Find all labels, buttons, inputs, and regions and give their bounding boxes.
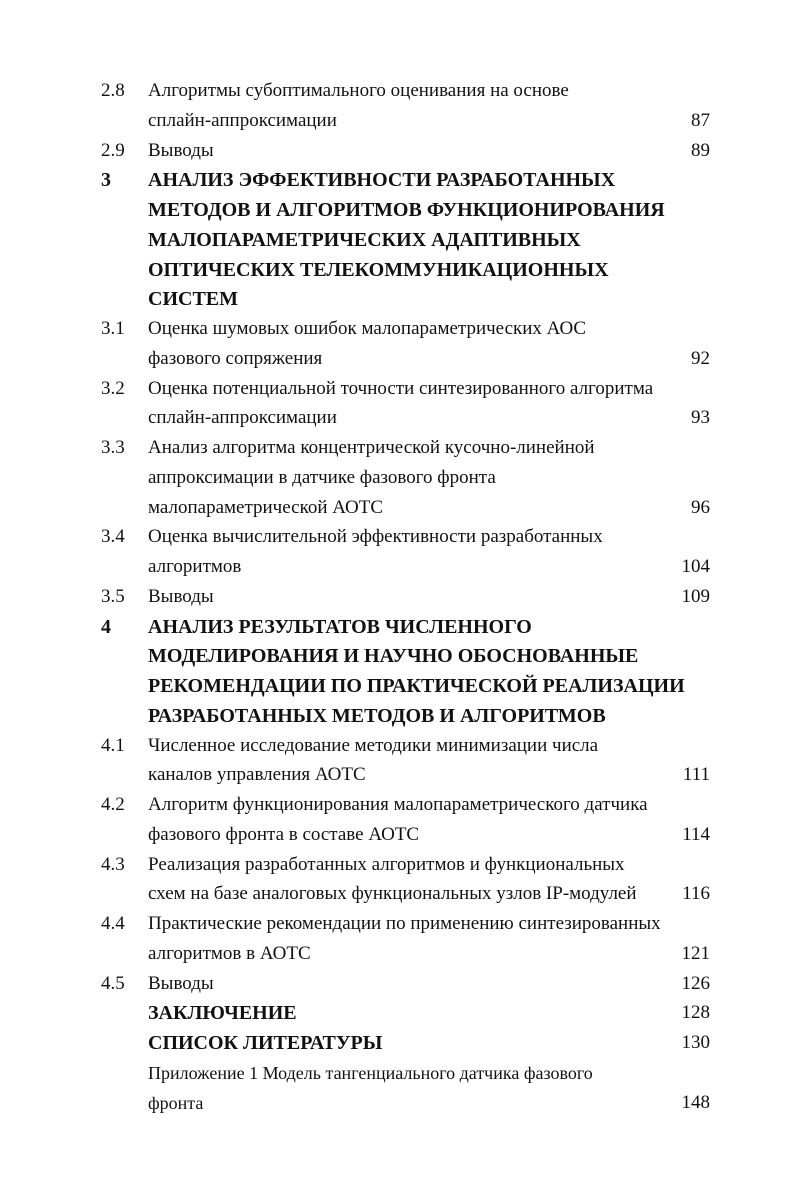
toc-entry-title-line: РЕКОМЕНДАЦИИ ПО ПРАКТИЧЕСКОЙ РЕАЛИЗАЦИИ <box>148 675 685 697</box>
toc-entry-title-line: РАЗРАБОТАННЫХ МЕТОДОВ И АЛГОРИТМОВ <box>148 704 606 727</box>
toc-entry-title-line: фазового сопряжения <box>148 347 323 369</box>
toc-entry-title-line: фазового фронта в составе АОТС <box>148 823 420 845</box>
toc-entry-title-line: малопараметрической АОТС <box>148 496 384 518</box>
toc-entry-page-number: 96 <box>691 496 710 518</box>
toc-entry-number: 2.9 <box>101 139 125 161</box>
toc-entry-title-line: Выводы <box>148 139 214 161</box>
toc-entry-title-line: Приложение 1 Модель тангенциального датчика фазового <box>148 1062 593 1083</box>
toc-entry-title-line: ЗАКЛЮЧЕНИЕ <box>148 1002 297 1025</box>
toc-entry-page-number: 121 <box>681 942 710 964</box>
toc-entry-title-line: Практические рекомендации по применению синтезированных <box>148 913 661 934</box>
toc-entry-number: 4.1 <box>101 734 125 756</box>
toc-entry-title-line: каналов управления АОТС <box>148 764 366 786</box>
toc-entry-number: 4.3 <box>101 853 125 875</box>
toc-entry-number: 2.8 <box>101 80 125 101</box>
toc-entry-title-line: Выводы <box>148 585 214 607</box>
toc-entry-page-number: 109 <box>681 585 710 607</box>
toc-entry-title-line: МЕТОДОВ И АЛГОРИТМОВ ФУНКЦИОНИРОВАНИЯ <box>148 199 665 221</box>
toc-entry-title-line: Реализация разработанных алгоритмов и функциональных <box>148 853 625 875</box>
toc-entry-title-line: Анализ алгоритма концентрической кусочно-линейной <box>148 437 595 458</box>
toc-entry-number: 3.3 <box>101 437 125 458</box>
toc-entry-page-number: 128 <box>681 1002 710 1024</box>
toc-entry-title-line: схем на базе аналоговых функциональных узлов IP-модулей <box>148 883 637 905</box>
toc-entry-title-line: сплайн-аппроксимации <box>148 407 337 429</box>
toc-entry-page-number: 87 <box>691 109 710 131</box>
toc-entry-page-number: 104 <box>681 556 710 577</box>
toc-entry-title-line: сплайн-аппроксимации <box>148 109 337 131</box>
toc-entry-page-number: 89 <box>691 139 710 161</box>
toc-entry-number: 3.5 <box>101 585 125 607</box>
toc-entry-title-line: Оценка шумовых ошибок малопараметрических АОС <box>148 318 587 339</box>
toc-entry-number: 3.2 <box>101 377 125 399</box>
toc-entry-page-number: 93 <box>691 407 710 429</box>
toc-entry-number: 4.5 <box>101 972 125 994</box>
toc-entry-page-number: 116 <box>682 883 710 905</box>
toc-entry-title-line: МОДЕЛИРОВАНИЯ И НАУЧНО ОБОСНОВАННЫЕ <box>148 645 639 668</box>
toc-entry-number: 3 <box>101 169 111 192</box>
toc-entry-title-line: алгоритмов в АОТС <box>148 942 311 964</box>
toc-entry-title-line: алгоритмов <box>148 556 242 577</box>
toc-entry-title-line: Численное исследование методики минимизации числа <box>148 734 599 756</box>
toc-entry-page-number: 111 <box>682 764 710 786</box>
toc-entry-page-number: 92 <box>691 347 710 369</box>
toc-entry-page-number: 114 <box>682 823 710 845</box>
toc-entry-number: 4.4 <box>101 913 125 934</box>
toc-entry-number: 4 <box>101 615 111 638</box>
toc-entry-title-line: СИСТЕМ <box>148 288 238 311</box>
toc-entry-page-number: 130 <box>681 1032 710 1053</box>
toc-entry-title-line: Алгоритмы субоптимального оценивания на основе <box>148 80 569 101</box>
toc-entry-title-line: АНАЛИЗ ЭФФЕКТИВНОСТИ РАЗРАБОТАННЫХ <box>148 169 616 192</box>
toc-entry-title-line: Выводы <box>148 972 214 994</box>
toc-entry-title-line: ОПТИЧЕСКИХ ТЕЛЕКОММУНИКАЦИОННЫХ <box>148 258 609 281</box>
toc-entry-page-number: 148 <box>681 1091 710 1113</box>
toc-entry-page-number: 126 <box>681 972 710 994</box>
toc-entry-title-line: СПИСОК ЛИТЕРАТУРЫ <box>148 1032 383 1054</box>
toc-entry-title-line: фронта <box>148 1092 204 1113</box>
toc-entry-title-line: Оценка вычислительной эффективности разработанных <box>148 526 603 548</box>
toc-entry-title-line: Алгоритм функционирования малопараметрического датчика <box>148 794 648 815</box>
toc-entry-number: 3.1 <box>101 318 125 339</box>
toc-entry-title-line: МАЛОПАРАМЕТРИЧЕСКИХ АДАПТИВНЫХ <box>148 228 581 251</box>
toc-entry-title-line: Оценка потенциальной точности синтезированного алгоритма <box>148 377 654 399</box>
toc-entry-title-line: АНАЛИЗ РЕЗУЛЬТАТОВ ЧИСЛЕННОГО <box>148 615 532 638</box>
toc-entry-number: 3.4 <box>101 526 125 548</box>
toc-entry-title-line: аппроксимации в датчике фазового фронта <box>148 466 496 488</box>
toc-entry-number: 4.2 <box>101 794 125 815</box>
